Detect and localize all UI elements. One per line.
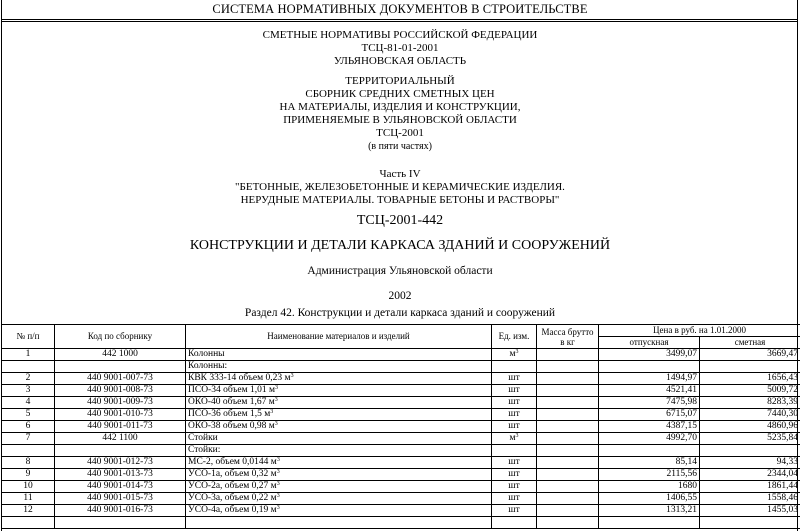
row-mass <box>537 349 599 361</box>
row-code: 440 9001-011-73 <box>55 421 186 433</box>
row-mass <box>537 505 599 517</box>
row-code: 440 9001-009-73 <box>55 397 186 409</box>
row-price-estimate: 1861,44 <box>700 481 800 493</box>
row-num: 2 <box>2 373 55 385</box>
collection-line: СБОРНИК СРЕДНИХ СМЕТНЫХ ЦЕН <box>305 88 495 100</box>
row-mass <box>537 481 599 493</box>
row-price-release: 7475,98 <box>599 397 700 409</box>
row-name: Стойки: <box>186 445 492 457</box>
row-num: 3 <box>2 385 55 397</box>
row-num <box>2 361 55 373</box>
row-num: 9 <box>2 469 55 481</box>
row-mass <box>537 493 599 505</box>
row-price-estimate: 2344,04 <box>700 469 800 481</box>
row-price-estimate: 8283,39 <box>700 397 800 409</box>
table-row <box>2 361 800 373</box>
row-price-release <box>599 361 700 373</box>
row-mass <box>537 517 599 529</box>
table-row <box>2 349 800 361</box>
row-price-release: 4387,15 <box>599 421 700 433</box>
table-row <box>2 373 800 385</box>
collection-line: ТЕРРИТОРИАЛЬНЫЙ <box>345 75 455 87</box>
row-name: Колонны: <box>186 361 492 373</box>
row-price-estimate: 1558,46 <box>700 493 800 505</box>
table-row <box>2 397 800 409</box>
table-row <box>2 433 800 445</box>
row-price-estimate <box>700 361 800 373</box>
row-num: 8 <box>2 457 55 469</box>
row-mass <box>537 445 599 457</box>
row-code <box>55 517 186 529</box>
name-superscript: 3 <box>276 505 280 511</box>
table-row <box>2 385 800 397</box>
row-unit: шт <box>492 457 537 469</box>
row-unit: шт <box>492 409 537 421</box>
row-price-release: 85,14 <box>599 457 700 469</box>
row-price-estimate <box>700 517 800 529</box>
row-name: МС-2, объем 0,0144 $м^3$ <box>186 457 492 469</box>
part-label: Часть IV <box>379 168 421 180</box>
row-price-release <box>599 445 700 457</box>
row-name: УСО-1а, объем 0,32 $м^3$ <box>186 469 492 481</box>
name-superscript: 3 <box>276 481 280 487</box>
row-price-release: 3499,07 <box>599 349 700 361</box>
row-num: 7 <box>2 433 55 445</box>
table-body <box>2 349 800 529</box>
header-name: Наименование материалов и изделий <box>186 325 492 349</box>
row-mass <box>537 397 599 409</box>
row-name: УСО-3а, объем 0,22 $м^3$ <box>186 493 492 505</box>
section-title: Раздел 42. Конструкции и детали каркаса зданий и сооружений <box>244 307 556 319</box>
row-num <box>2 517 55 529</box>
collection-line: ПРИМЕНЯЕМЫЕ В УЛЬЯНОВСКОЙ ОБЛАСТИ <box>283 114 517 126</box>
part-title-2: НЕРУДНЫЕ МАТЕРИАЛЫ. ТОВАРНЫЕ БЕТОНЫ И РАСТВОРЫ" <box>240 194 560 206</box>
row-num <box>2 445 55 457</box>
collection-block <box>0 75 800 153</box>
administration: Администрация Ульяновской области <box>307 265 493 277</box>
row-unit: шт <box>492 373 537 385</box>
price-table <box>1 324 800 529</box>
header-line-2: ТСЦ-81-01-2001 <box>361 42 439 54</box>
row-unit <box>492 445 537 457</box>
table-row <box>2 505 800 517</box>
row-unit: $м^3$ <box>492 349 537 361</box>
header-unit: Ед. изм. <box>492 325 537 349</box>
row-code: 440 9001-010-73 <box>55 409 186 421</box>
header-code: Код по сборнику <box>55 325 186 349</box>
row-mass <box>537 421 599 433</box>
system-title: СИСТЕМА НОРМАТИВНЫХ ДОКУМЕНТОВ В СТРОИТЕЛЬСТВЕ <box>212 2 588 16</box>
row-unit: шт <box>492 481 537 493</box>
row-code: 440 9001-016-73 <box>55 505 186 517</box>
table-row <box>2 457 800 469</box>
row-unit: шт <box>492 421 537 433</box>
row-unit: шт <box>492 493 537 505</box>
row-code: 442 1100 <box>55 433 186 445</box>
collection-line: ТСЦ-2001 <box>376 127 424 139</box>
header-price-release: отпускная <box>599 337 700 349</box>
row-code: 440 9001-013-73 <box>55 469 186 481</box>
row-price-release: 1313,21 <box>599 505 700 517</box>
row-num: 1 <box>2 349 55 361</box>
table-row <box>2 409 800 421</box>
name-superscript: 3 <box>276 469 280 475</box>
row-price-estimate: 3669,47 <box>700 349 800 361</box>
row-price-release: 1494,97 <box>599 373 700 385</box>
row-price-estimate: 5009,72 <box>700 385 800 397</box>
header-block <box>0 29 800 68</box>
table-row <box>2 469 800 481</box>
row-num: 12 <box>2 505 55 517</box>
row-name: УСО-2а, объем 0,27 $м^3$ <box>186 481 492 493</box>
table-row <box>2 481 800 493</box>
row-name: Колонны <box>186 349 492 361</box>
row-mass <box>537 409 599 421</box>
row-unit: шт <box>492 397 537 409</box>
collection-line: НА МАТЕРИАЛЫ, ИЗДЕЛИЯ И КОНСТРУКЦИИ, <box>279 101 521 113</box>
row-price-estimate <box>700 445 800 457</box>
row-name: Стойки <box>186 433 492 445</box>
row-mass <box>537 469 599 481</box>
name-superscript: 3 <box>270 409 274 415</box>
row-price-release: 6715,07 <box>599 409 700 421</box>
row-unit: шт <box>492 385 537 397</box>
row-price-release: 4992,70 <box>599 433 700 445</box>
row-price-release: 2115,56 <box>599 469 700 481</box>
table-row <box>2 421 800 433</box>
row-num: 10 <box>2 481 55 493</box>
unit-superscript: 3 <box>515 433 519 439</box>
row-num: 11 <box>2 493 55 505</box>
row-code: 442 1000 <box>55 349 186 361</box>
row-mass <box>537 361 599 373</box>
table-row <box>2 493 800 505</box>
row-price-estimate: 7440,30 <box>700 409 800 421</box>
row-price-estimate: 5235,84 <box>700 433 800 445</box>
row-name: КВК 333-14 объем 0,23 $м^3$ <box>186 373 492 385</box>
row-price-estimate: 4860,96 <box>700 421 800 433</box>
row-code: 440 9001-015-73 <box>55 493 186 505</box>
top-divider <box>1 19 798 20</box>
header-price: Цена в руб. на 1.01.2000 <box>599 325 800 337</box>
row-name: ОКО-38 объем 0,98 $м^3$ <box>186 421 492 433</box>
name-superscript: 3 <box>276 493 280 499</box>
header-mass: Масса брутто в кг <box>537 325 599 349</box>
row-code <box>55 445 186 457</box>
main-title: КОНСТРУКЦИИ И ДЕТАЛИ КАРКАСА ЗДАНИЙ И СООРУЖЕНИЙ <box>189 238 611 253</box>
year: 2002 <box>388 290 412 302</box>
row-code: 440 9001-007-73 <box>55 373 186 385</box>
row-mass <box>537 457 599 469</box>
header-line-1: СМЕТНЫЕ НОРМАТИВЫ РОССИЙСКОЙ ФЕДЕРАЦИИ <box>262 29 538 41</box>
row-code: 440 9001-014-73 <box>55 481 186 493</box>
row-price-estimate: 1656,43 <box>700 373 800 385</box>
table-row <box>2 445 800 457</box>
row-price-release: 1680 <box>599 481 700 493</box>
name-superscript: 3 <box>274 397 278 403</box>
row-price-release: 4521,41 <box>599 385 700 397</box>
collection-line: (в пяти частях) <box>368 141 432 152</box>
header-line-3: УЛЬЯНОВСКАЯ ОБЛАСТЬ <box>333 55 467 67</box>
row-code <box>55 361 186 373</box>
row-mass <box>537 433 599 445</box>
row-unit <box>492 361 537 373</box>
name-superscript: 3 <box>274 385 278 391</box>
collection-code: ТСЦ-2001-442 <box>356 213 444 228</box>
row-name: ПСО-36 объем 1,5 $м^3$ <box>186 409 492 421</box>
row-mass <box>537 385 599 397</box>
part-title-1: "БЕТОННЫЕ, ЖЕЛЕЗОБЕТОННЫЕ И КЕРАМИЧЕСКИЕ ИЗДЕЛИЯ. <box>235 181 565 193</box>
row-code: 440 9001-008-73 <box>55 385 186 397</box>
row-num: 6 <box>2 421 55 433</box>
name-superscript: 3 <box>290 373 294 379</box>
row-price-release: 1406,55 <box>599 493 700 505</box>
row-price-estimate: 1455,03 <box>700 505 800 517</box>
row-unit: шт <box>492 505 537 517</box>
part-block <box>0 168 800 207</box>
row-mass <box>537 373 599 385</box>
row-price-estimate: 94,33 <box>700 457 800 469</box>
name-superscript: 3 <box>274 421 278 427</box>
row-name <box>186 517 492 529</box>
top-divider-2 <box>1 21 798 22</box>
header-num: № п/п <box>2 325 55 349</box>
row-num: 4 <box>2 397 55 409</box>
name-superscript: 3 <box>276 457 280 463</box>
unit-superscript: 3 <box>515 349 519 355</box>
row-unit <box>492 517 537 529</box>
row-unit: шт <box>492 469 537 481</box>
header-price-estimate: сметная <box>700 337 800 349</box>
row-price-release <box>599 517 700 529</box>
row-name: УСО-4а, объем 0,19 $м^3$ <box>186 505 492 517</box>
row-code: 440 9001-012-73 <box>55 457 186 469</box>
row-num: 5 <box>2 409 55 421</box>
row-name: ПСО-34 объем 1,01 $м^3$ <box>186 385 492 397</box>
row-name: ОКО-40 объем 1,67 $м^3$ <box>186 397 492 409</box>
row-unit: $м^3$ <box>492 433 537 445</box>
table-row <box>2 517 800 529</box>
